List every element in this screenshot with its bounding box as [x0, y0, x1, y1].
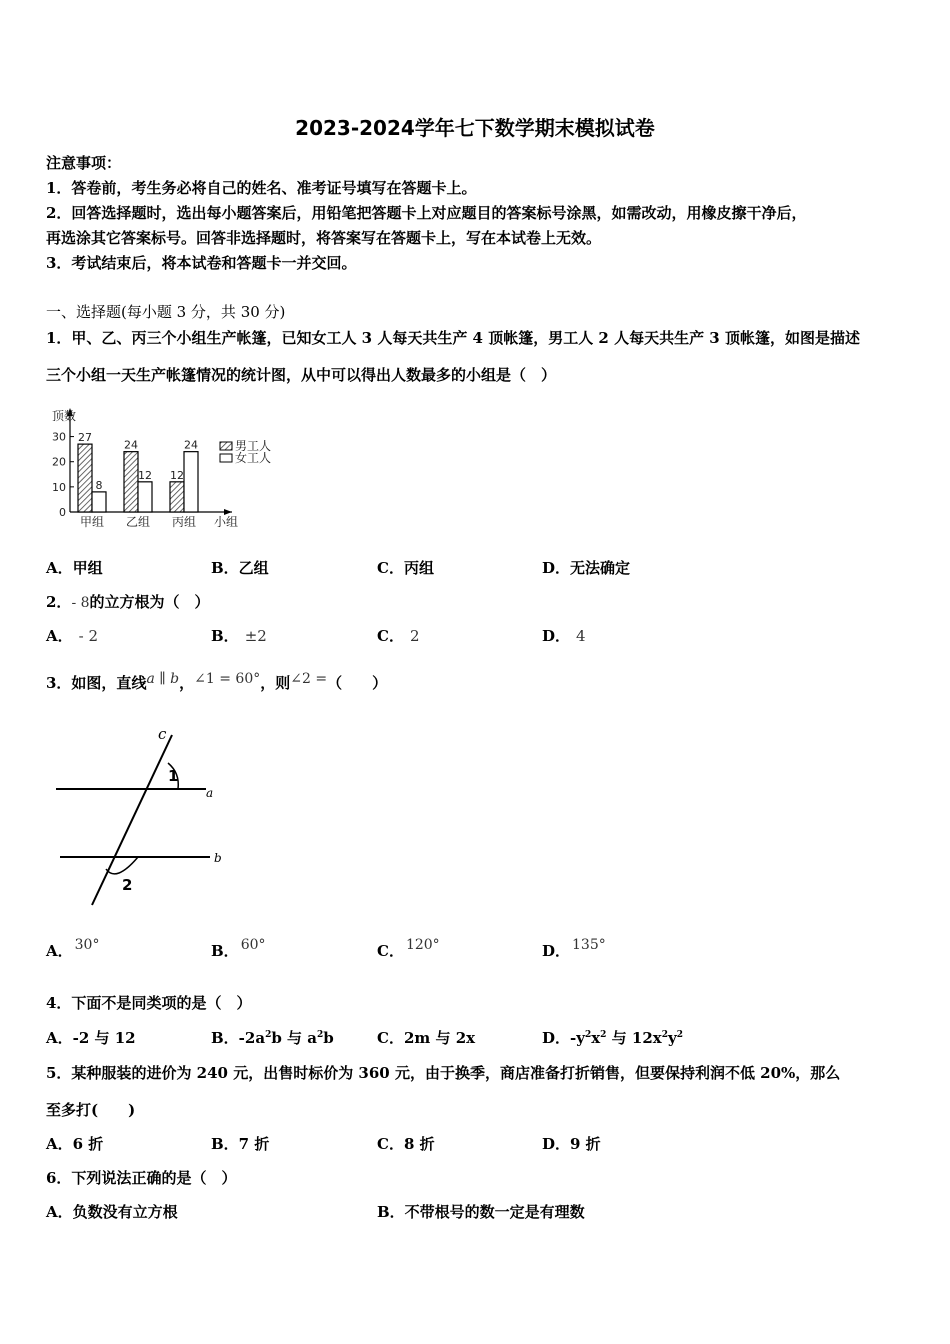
y-tick-label: 20 — [52, 455, 66, 469]
q4-d-part: x — [591, 1029, 601, 1047]
q4-b-sup: 2 — [316, 1030, 324, 1040]
q4-d-sup: 2 — [676, 1030, 683, 1040]
q6-stem: 6．下列说法正确的是（ ） — [46, 1169, 237, 1187]
bar-female — [184, 452, 198, 512]
q4-b-sup: 2 — [265, 1030, 272, 1040]
q2-option-a-value: - 2 — [78, 627, 99, 645]
q4-d-part: y — [667, 1029, 677, 1047]
q4-d-sup: 2 — [584, 1030, 592, 1040]
y-tick-label: 30 — [52, 430, 66, 444]
bar-value-label: 27 — [78, 431, 92, 445]
q5-option-a[interactable]: A．6 折 — [46, 1135, 104, 1153]
legend-swatch — [220, 454, 232, 462]
q1-option-c[interactable]: C．丙组 — [377, 559, 434, 577]
legend-label: 男工人 — [235, 439, 272, 453]
legend-swatch — [220, 442, 232, 450]
q2-option-b[interactable] — [211, 625, 267, 646]
q4-b-part: B．-2a — [211, 1029, 266, 1047]
legend-label: 女工人 — [235, 451, 272, 465]
q2-option-c-value: 2 — [409, 627, 420, 645]
q4-option-c[interactable]: C．2m 与 2x — [377, 1029, 476, 1047]
q5-option-d[interactable]: D．9 折 — [542, 1135, 601, 1153]
q4-stem: 4．下面不是同类项的是（ ） — [46, 994, 252, 1012]
y-tick-label: 10 — [52, 480, 66, 494]
q2-option-d-value: 4 — [576, 627, 586, 645]
q4-b-part: b — [323, 1029, 334, 1047]
q3-prefix: 3．如图，直线 — [46, 674, 147, 692]
q2-option-b-value: ±2 — [244, 627, 267, 645]
bar-value-label: 8 — [95, 478, 103, 492]
q1-line-2: 三个小组一天生产帐篷情况的统计图，从中可以得出人数最多的小组是（ ） — [46, 366, 557, 384]
q3-math-parallel: a ∥ b — [146, 671, 180, 687]
q4-d-sup: 2 — [600, 1030, 607, 1040]
bar-male — [170, 482, 184, 512]
q3-parallel-lines-figure — [44, 725, 234, 910]
q3-option-c-label: C． — [377, 942, 404, 960]
q4-option-a[interactable]: A．-2 与 12 — [46, 1029, 136, 1047]
notice-line-1: 1．答卷前，考生务必将自己的姓名、准考证号填写在答题卡上。 — [46, 179, 477, 197]
q3-option-a-label: A． — [46, 942, 73, 960]
label-angle-1: 1 — [168, 767, 179, 785]
q4-option-d[interactable] — [542, 1027, 683, 1048]
x-category-label: 甲组 — [79, 515, 105, 529]
q3-sep-1: ， — [179, 674, 195, 692]
q5-option-c[interactable]: C．8 折 — [377, 1135, 435, 1153]
q2-option-d-label: D． — [542, 627, 571, 645]
bar-female — [138, 482, 152, 512]
bar-female — [92, 492, 106, 512]
q3-math-angle2: ∠2 = — [290, 671, 328, 687]
label-b: b — [214, 851, 222, 865]
q3-option-c-value: 120° — [405, 937, 440, 953]
q6-option-a[interactable]: A．负数没有立方根 — [46, 1203, 178, 1221]
q3-option-d-label: D． — [542, 942, 571, 960]
q5-option-b[interactable]: B．7 折 — [211, 1135, 270, 1153]
label-a: a — [206, 786, 214, 800]
q4-b-part: b 与 a — [271, 1029, 317, 1047]
q3-option-c[interactable] — [377, 937, 440, 961]
notice-line-2: 2．回答选择题时，选出每小题答案后，用铅笔把答题卡上对应题目的答案标号涂黑，如需改动，用橡皮擦干净后， — [46, 204, 807, 222]
q1-option-d[interactable]: D．无法确定 — [542, 559, 631, 577]
q3-sep-2: ，则 — [260, 674, 291, 692]
x-axis-label: 小组 — [214, 515, 239, 529]
q3-stem — [46, 672, 387, 693]
q2-math: - 8 — [71, 595, 90, 611]
q4-option-b[interactable] — [211, 1027, 334, 1048]
q5-line-1: 5．某种服装的进价为 240 元，出售时标价为 360 元，由于换季，商店准备打折销售，但要保持利润不低 20%，那么 — [46, 1064, 841, 1082]
notice-line-2b: 再选涂其它答案标号。回答非选择题时，将答案写在答题卡上，写在本试卷上无效。 — [46, 229, 602, 247]
notice-heading: 注意事项： — [46, 154, 122, 172]
q2-prefix: 2． — [46, 593, 72, 611]
q5-line-2: 至多打( ) — [46, 1101, 136, 1119]
q3-option-a[interactable] — [46, 937, 100, 961]
bar-value-label: 24 — [184, 438, 198, 452]
q2-stem — [46, 591, 210, 612]
q1-option-a[interactable]: A．甲组 — [46, 559, 103, 577]
q2-option-c[interactable] — [377, 625, 420, 646]
q3-suffix: （ ） — [327, 674, 388, 692]
q3-option-b-value: 60° — [240, 937, 266, 953]
bar-value-label: 12 — [138, 468, 152, 482]
q2-option-a-label: A． — [46, 627, 73, 645]
q3-option-d-value: 135° — [572, 937, 606, 953]
q2-option-d[interactable] — [542, 625, 586, 646]
bar-value-label: 24 — [124, 438, 138, 452]
q1-bar-chart — [44, 404, 294, 536]
notice-line-3: 3．考试结束后，将本试卷和答题卡一并交回。 — [46, 254, 357, 272]
bar-male — [124, 452, 138, 512]
q3-option-a-value: 30° — [74, 937, 100, 953]
bar-value-label: 12 — [170, 468, 184, 482]
label-c: c — [158, 725, 167, 743]
q3-math-angle1: ∠1 = 60° — [194, 671, 261, 687]
q2-option-b-label: B． — [211, 627, 239, 645]
q1-line-1: 1．甲、乙、丙三个小组生产帐篷，已知女工人 3 人每天共生产 4 顶帐篷，男工人 2 人每天共生产 3 顶帐篷，如图是描述 — [46, 329, 860, 347]
y-axis-label: 顶数 — [52, 409, 77, 423]
q4-d-part: D．-y — [542, 1029, 585, 1047]
q3-option-d[interactable] — [542, 937, 606, 961]
section-heading: 一、选择题(每小题 3 分，共 30 分) — [46, 303, 286, 321]
page-title: 2023-2024学年七下数学期末模拟试卷 — [295, 116, 655, 140]
q1-option-b[interactable]: B．乙组 — [211, 559, 269, 577]
y-tick-label: 0 — [59, 506, 66, 519]
bar-male — [78, 444, 92, 512]
q4-d-sup: 2 — [661, 1030, 668, 1040]
label-angle-2: 2 — [122, 876, 133, 894]
q3-option-b-label: B． — [211, 942, 239, 960]
q2-option-c-label: C． — [377, 627, 404, 645]
q6-option-b[interactable]: B．不带根号的数一定是有理数 — [377, 1203, 585, 1221]
q2-suffix: 的立方根为（ ） — [89, 593, 210, 611]
q2-option-a[interactable] — [46, 625, 98, 646]
q3-option-b[interactable] — [211, 937, 266, 961]
x-category-label: 乙组 — [125, 515, 151, 529]
q4-d-part: 与 12x — [606, 1029, 662, 1047]
x-category-label: 丙组 — [171, 515, 197, 529]
